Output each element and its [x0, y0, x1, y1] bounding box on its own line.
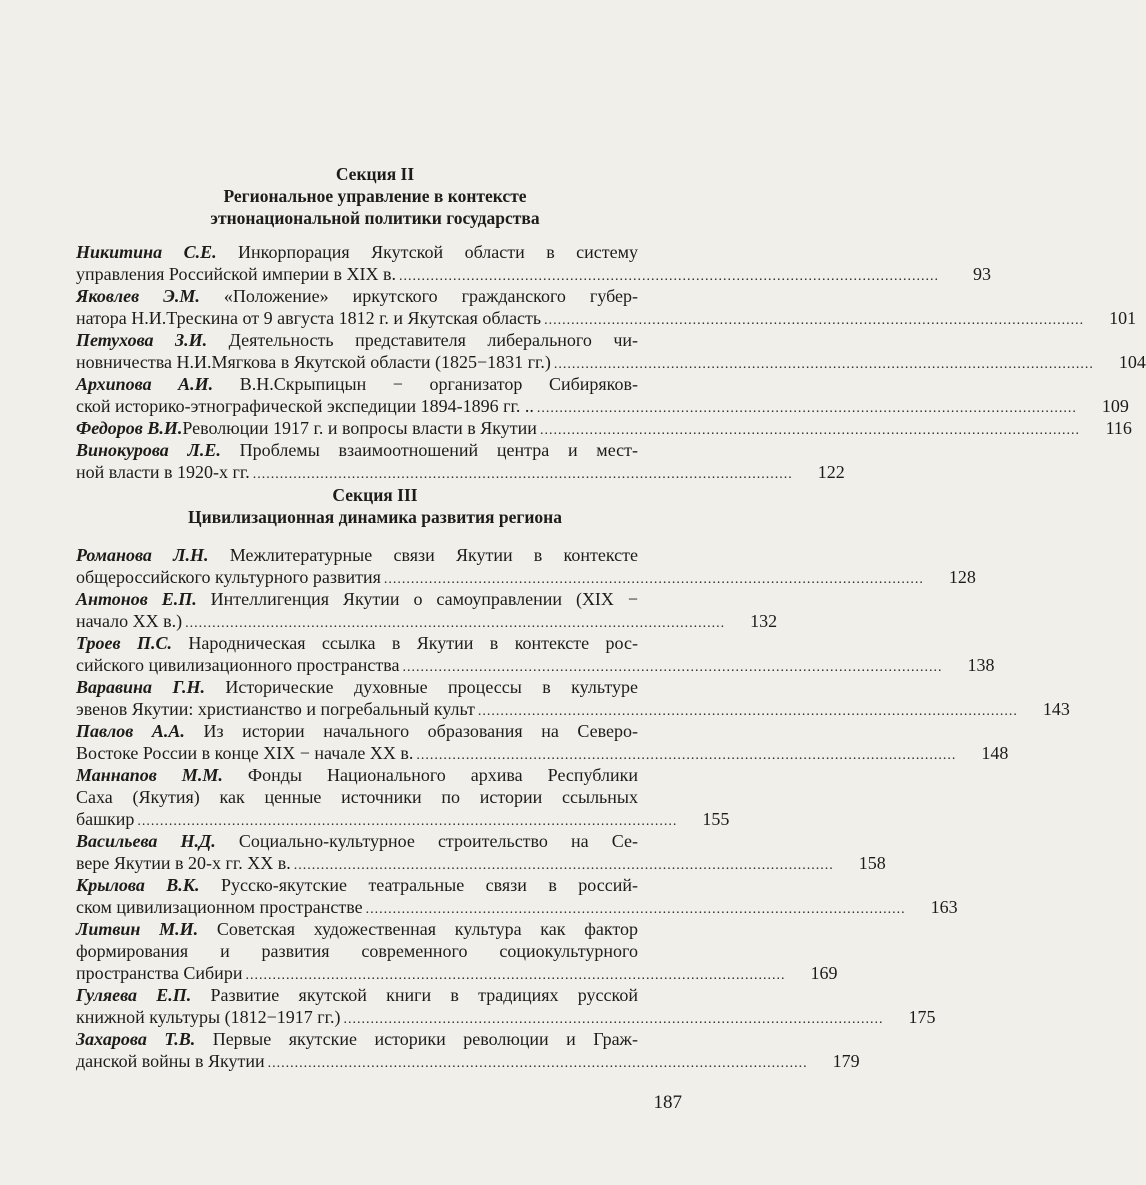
toc-entry-title: Проблемы взаимоотношений центра и мест- — [220, 440, 638, 460]
toc-entry-line — [76, 544, 638, 566]
toc-entry-title: эвенов Якутии: христианство и погребальный культ — [76, 699, 475, 719]
toc-entry-title: «Положение» иркутского гражданского губер- — [199, 286, 638, 306]
toc-section-3 — [76, 544, 1070, 1072]
leader-dots: ........................................................................................................................ — [402, 660, 943, 675]
toc-entry-author: Захарова Т.В. — [76, 1029, 196, 1049]
toc-entry — [76, 373, 1129, 417]
section-2-heading — [0, 163, 750, 229]
toc-entry — [76, 417, 1132, 439]
leader-dots: ........................................................................................................................ — [343, 1012, 884, 1027]
toc-entry-line — [76, 566, 976, 588]
toc-entry-page: 179 — [832, 1051, 860, 1071]
toc-entry-title: Русско-якутские театральные связи в россий- — [199, 875, 638, 895]
toc-entry — [76, 676, 1070, 720]
toc-entry — [76, 544, 976, 588]
toc-entry-title: Интеллигенция Якутии о самоуправлении (XIX − — [196, 589, 638, 609]
toc-entry-page: 155 — [702, 809, 730, 829]
toc-entry-line — [76, 417, 1132, 439]
toc-entry-title: сийского цивилизационного пространства — [76, 655, 400, 675]
toc-entry-author: Яковлев Э.М. — [76, 286, 200, 306]
leader-dots: ........................................................................................................................ — [365, 902, 906, 917]
toc-entry — [76, 874, 958, 918]
toc-entry-page: 128 — [948, 567, 976, 587]
section-title: Секция III — [332, 485, 418, 505]
leader-dots: ........................................................................................................................ — [399, 269, 940, 284]
toc-entry-title: Межлитературные связи Якутии в контексте — [208, 545, 638, 565]
toc-entry-page: 116 — [1105, 418, 1132, 438]
toc-entry-title: Первые якутские историки революции и Граж- — [195, 1029, 638, 1049]
toc-entry-page: 132 — [750, 611, 778, 631]
toc-entry-title: данской войны в Якутии — [76, 1051, 265, 1071]
toc-entry-title: начало XX в.) — [76, 611, 183, 631]
toc-entry-title: вере Якутии в 20-х гг. XX в. — [76, 853, 291, 873]
toc-entry-page: 93 — [973, 264, 992, 284]
toc-entry-page: 122 — [817, 462, 845, 482]
toc-entry-author: Литвин М.И. — [76, 919, 199, 939]
toc-entry-title: Инкорпорация Якутской области в систему — [216, 242, 638, 262]
toc-entry-line — [76, 461, 845, 483]
toc-entry-line — [76, 1028, 638, 1050]
toc-entry-line — [76, 263, 992, 285]
toc-entry — [76, 439, 845, 483]
toc-entry-line — [76, 1050, 860, 1072]
toc-entry-author: Троев П.С. — [76, 633, 172, 653]
toc-entry-line — [76, 764, 638, 786]
toc-entry — [76, 588, 778, 632]
toc-entry-line — [76, 307, 1137, 329]
toc-entry-page: 158 — [858, 853, 886, 873]
toc-entry-line — [76, 786, 638, 808]
toc-entry-author: Петухова З.И. — [76, 330, 208, 350]
leader-dots: ........................................................................................................................ — [267, 1056, 808, 1071]
toc-entry-line — [76, 285, 638, 307]
toc-entry-title: Развитие якутской книги в традициях русской — [191, 985, 639, 1005]
toc-entry-line — [76, 676, 638, 698]
toc-entry-author: Крылова В.К. — [76, 875, 200, 895]
toc-entry-title: ной власти в 1920-х гг. — [76, 462, 250, 482]
toc-entry-author: Маннапов М.М. — [76, 765, 223, 785]
toc-entry-title: Саха (Якутия) как ценные источники по истории ссыльных — [76, 787, 638, 807]
toc-entry-line — [76, 962, 838, 984]
leader-dots: ........................................................................................................................ — [252, 467, 793, 482]
toc-entry — [76, 329, 1146, 373]
toc-entry-line — [76, 918, 638, 940]
toc-entry-title: ской историко-этнографической экспедиции 1894-1896 гг. .. — [76, 396, 534, 416]
toc-entry-line — [76, 610, 778, 632]
section-subtitle: Региональное управление в контексте — [223, 186, 527, 206]
toc-entry-title: Фонды Национального архива Республики — [222, 765, 638, 785]
toc-entry-page: 138 — [967, 655, 995, 675]
toc-entry-page: 143 — [1042, 699, 1070, 719]
leader-dots: ........................................................................................................................ — [293, 858, 834, 873]
leader-dots: ........................................................................................................................ — [137, 814, 678, 829]
toc-entry — [76, 830, 886, 874]
toc-entry-title: формирования и развития современного социокультурного — [76, 941, 638, 961]
toc-entry-page: 109 — [1101, 396, 1129, 416]
toc-entry-title: общероссийского культурного развития — [76, 567, 381, 587]
leader-dots: ........................................................................................................................ — [536, 401, 1077, 416]
leader-dots: ........................................................................................................................ — [539, 423, 1080, 438]
toc-entry-author: Никитина С.Е. — [76, 242, 217, 262]
toc-entry-title: В.Н.Скрыпицын − организатор Сибиряков- — [213, 374, 639, 394]
toc-entry-title: Советская художественная культура как фактор — [198, 919, 638, 939]
toc-entry-author: Варавина Г.Н. — [76, 677, 205, 697]
toc-entry-line — [76, 654, 995, 676]
toc-entry-title: Революции 1917 г. и вопросы власти в Якутии — [182, 418, 537, 438]
toc-entry-page: 175 — [908, 1007, 936, 1027]
section-3-heading — [0, 484, 750, 528]
toc-entry — [76, 720, 1009, 764]
toc-entry-author: Романова Л.Н. — [76, 545, 209, 565]
leader-dots: ........................................................................................................................ — [553, 357, 1094, 372]
toc-entry-line — [76, 373, 638, 395]
toc-entry-title: Народническая ссылка в Якутии в контексте рос- — [172, 633, 638, 653]
toc-entry-author: Васильева Н.Д. — [76, 831, 216, 851]
toc-entry-title: Из истории начального образования на Северо- — [184, 721, 638, 741]
toc-entry-line — [76, 632, 638, 654]
toc-entry — [76, 632, 995, 676]
toc-entry — [76, 918, 838, 984]
toc-entry-author: Федоров В.И. — [76, 418, 183, 438]
toc-entry-page: 148 — [981, 743, 1009, 763]
toc-entry-line — [76, 830, 638, 852]
toc-entry-line — [76, 874, 638, 896]
leader-dots: ........................................................................................................................ — [185, 616, 726, 631]
toc-entry-line — [76, 395, 1129, 417]
leader-dots: ........................................................................................................................ — [245, 968, 786, 983]
toc-entry-page: 163 — [930, 897, 958, 917]
leader-dots: ........................................................................................................................ — [544, 313, 1085, 328]
toc-entry-author: Гуляева Е.П. — [76, 985, 192, 1005]
section-subtitle: Цивилизационная динамика развития региона — [188, 507, 562, 527]
toc-entry-author: Павлов А.А. — [76, 721, 185, 741]
toc-entry-author: Антонов Е.П. — [76, 589, 197, 609]
section-subtitle: этнонациональной политики государства — [210, 208, 540, 228]
leader-dots: ........................................................................................................................ — [477, 704, 1018, 719]
toc-entry — [76, 1028, 860, 1072]
toc-entry-line — [76, 351, 1146, 373]
toc-entry-line — [76, 698, 1070, 720]
toc-entry-line — [76, 742, 1009, 764]
leader-dots: ........................................................................................................................ — [383, 572, 924, 587]
toc-entry-line — [76, 439, 638, 461]
toc-entry — [76, 764, 730, 830]
toc-entry-line — [76, 984, 638, 1006]
toc-entry-title: книжной культуры (1812−1917 гг.) — [76, 1007, 341, 1027]
toc-entry-line — [76, 329, 638, 351]
toc-entry-title: Деятельность представителя либерального чи- — [207, 330, 638, 350]
section-title: Секция II — [335, 164, 415, 184]
toc-entry-title: Социально-культурное строительство на Се- — [215, 831, 638, 851]
toc-entry — [76, 241, 992, 285]
toc-entry-title: Востоке России в конце XIX − начале XX в. — [76, 743, 414, 763]
toc-entry-title: Исторические духовные процессы в культуре — [205, 677, 638, 697]
toc-section-2 — [76, 241, 1146, 483]
toc-entry-author: Винокурова Л.Е. — [76, 440, 221, 460]
toc-entry — [76, 984, 936, 1028]
toc-entry-line — [76, 241, 638, 263]
toc-entry-line — [76, 1006, 936, 1028]
leader-dots: ........................................................................................................................ — [416, 748, 957, 763]
toc-entry-line — [76, 720, 638, 742]
toc-entry-author: Архипова А.И. — [76, 374, 214, 394]
toc-entry-title: пространства Сибири — [76, 963, 243, 983]
toc-entry — [76, 285, 1137, 329]
toc-entry-title: управления Российской империи в XIX в. — [76, 264, 397, 284]
page-number: 187 — [653, 1092, 682, 1113]
toc-entry-line — [76, 940, 638, 962]
toc-entry-line — [76, 588, 638, 610]
toc-entry-line — [76, 808, 730, 830]
toc-entry-page: 101 — [1109, 308, 1137, 328]
toc-entry-title: ском цивилизационном пространстве — [76, 897, 363, 917]
toc-entry-title: натора Н.И.Трескина от 9 августа 1812 г. и Якутская область — [76, 308, 542, 328]
toc-entry-line — [76, 852, 886, 874]
toc-entry-page: 104 — [1118, 352, 1146, 372]
toc-entry-title: башкир — [76, 809, 135, 829]
toc-entry-title: новничества Н.И.Мягкова в Якутской области (1825−1831 гг.) — [76, 352, 551, 372]
toc-entry-page: 169 — [810, 963, 838, 983]
toc-entry-line — [76, 896, 958, 918]
